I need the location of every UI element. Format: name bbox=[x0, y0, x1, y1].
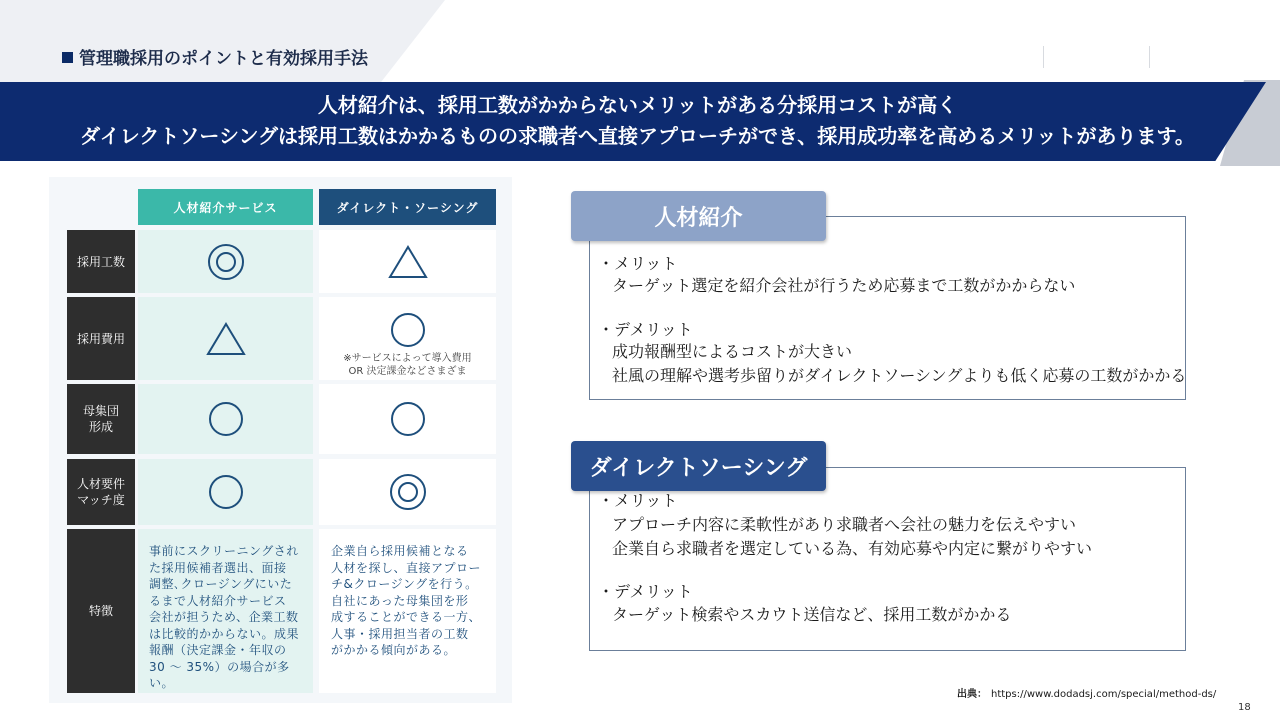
headline-text bbox=[0, 90, 1275, 152]
headline-line-2: ダイレクトソーシングは採用工数はかかるものの求職者へ直接アプローチができ、採用成功率を高めるメリットがあります。 bbox=[80, 124, 1195, 148]
demerit-line: 成功報酬型によるコストが大きい bbox=[612, 342, 853, 361]
feature-text-direct: 企業自ら採用候補となる 人材を探し、直接アプロー チ&クロージングを行う。 自社にあった母集団を形 成することができる一方、 人事・採用担当者の工数 がかかる傾向がある。 bbox=[331, 544, 482, 657]
table-cell bbox=[138, 230, 313, 293]
column-header-jinzai: 人材紹介サービス bbox=[138, 189, 313, 225]
demerit-heading: ・デメリット bbox=[598, 582, 693, 601]
table-cell bbox=[319, 297, 496, 380]
table-cell bbox=[138, 459, 313, 525]
cost-note: ※サービスによって導入費用 OR 決定課金などさまざま bbox=[343, 353, 472, 377]
direct-sourcing-card bbox=[589, 467, 1186, 651]
demerit-heading: ・デメリット bbox=[598, 320, 693, 339]
section-title bbox=[62, 44, 368, 69]
table-cell bbox=[319, 384, 496, 454]
row-label: 採用費用 bbox=[67, 297, 135, 380]
square-bullet-icon bbox=[62, 52, 73, 63]
row-label: 母集団 形成 bbox=[67, 384, 135, 454]
merit-line: 企業自ら求職者を選定している為、有効応募や内定に繋がりやすい bbox=[612, 539, 1093, 558]
merit-line: アプローチ内容に柔軟性があり求職者へ会社の魅力を伝えやすい bbox=[612, 515, 1077, 534]
direct-sourcing-card-title: ダイレクトソーシング bbox=[571, 441, 826, 491]
row-label: 特徴 bbox=[67, 529, 135, 693]
column-header-direct: ダイレクト・ソーシング bbox=[319, 189, 496, 225]
jinzai-card-title: 人材紹介 bbox=[571, 191, 826, 241]
merit-heading: ・メリット bbox=[598, 491, 678, 510]
merit-line: ターゲット選定を紹介会社が行うため応募まで工数がかからない bbox=[612, 276, 1076, 295]
headline-line-1: 人材紹介は、採用工数がかからないメリットがある分採用コストが高く bbox=[317, 93, 958, 117]
triangle-icon bbox=[206, 322, 246, 356]
divider-line bbox=[1149, 46, 1150, 68]
double-circle-icon bbox=[206, 242, 246, 282]
table-cell bbox=[138, 297, 313, 380]
divider-line bbox=[1043, 46, 1044, 68]
comparison-table bbox=[49, 177, 512, 703]
source-label: 出典： bbox=[957, 689, 987, 700]
double-circle-icon bbox=[388, 472, 428, 512]
page-number: 18 bbox=[1238, 702, 1251, 713]
circle-icon bbox=[389, 311, 427, 349]
feature-text-jinzai: 事前にスクリーニングされ た採用候補者選出、面接 調整､クロージングにいた るまで人材紹介サービス 会社が担うため、企業工数 は比較的かからない。成果 報酬（決定課金・年収の 30 ～ 35%）の場合が多い。 bbox=[149, 544, 300, 690]
source-link[interactable]: https://www.dodadsj.com/special/method-ds/ bbox=[991, 689, 1217, 700]
table-cell bbox=[319, 230, 496, 293]
table-cell bbox=[138, 384, 313, 454]
section-title-text: 管理職採用のポイントと有効採用手法 bbox=[79, 49, 368, 69]
demerit-line: ターゲット検索やスカウト送信など、採用工数がかかる bbox=[612, 605, 1012, 624]
circle-icon bbox=[389, 400, 427, 438]
circle-icon bbox=[207, 473, 245, 511]
source-citation bbox=[957, 685, 1216, 700]
triangle-icon bbox=[388, 245, 428, 279]
circle-icon bbox=[207, 400, 245, 438]
jinzai-card bbox=[589, 216, 1186, 400]
row-label: 人材要件 マッチ度 bbox=[67, 459, 135, 525]
table-cell bbox=[319, 459, 496, 525]
merit-heading: ・メリット bbox=[598, 254, 678, 273]
demerit-line: 社風の理解や選考歩留りがダイレクトソーシングよりも低く応募の工数がかかる bbox=[612, 366, 1187, 385]
row-label: 採用工数 bbox=[67, 230, 135, 293]
